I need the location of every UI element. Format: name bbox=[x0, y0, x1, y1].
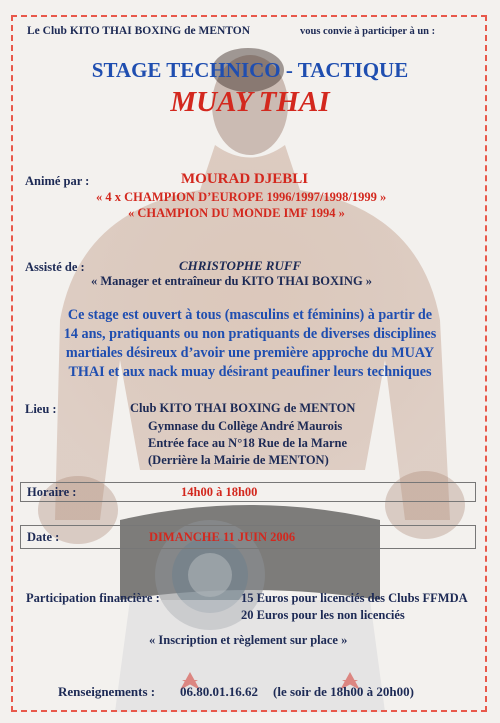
lieu-line-1: Club KITO THAI BOXING de MENTON bbox=[130, 401, 356, 415]
inscription-note: « Inscription et règlement sur place » bbox=[149, 633, 348, 647]
renseignements-label: Renseignements : bbox=[58, 684, 156, 699]
anime-title-monde: « CHAMPION DU MONDE IMF 1994 » bbox=[128, 206, 345, 220]
date-value: DIMANCHE 11 JUIN 2006 bbox=[149, 530, 296, 544]
horaire-label: Horaire : bbox=[27, 485, 77, 499]
title-muay-thai: MUAY THAI bbox=[170, 86, 330, 118]
participation-line-1: 15 Euros pour licenciés des Clubs FFMDA bbox=[241, 591, 468, 605]
anime-title-europe: « 4 x CHAMPION D’EUROPE 1996/1997/1998/1999 » bbox=[96, 190, 387, 204]
description-line-2: 14 ans, pratiquants ou non pratiquants de diverses disciplines bbox=[63, 326, 437, 342]
date-box bbox=[20, 525, 476, 549]
description-line-4: THAI et aux nack muay désirant peaufiner leurs techniques bbox=[68, 364, 432, 380]
lieu-label: Lieu : bbox=[25, 402, 57, 416]
header-club: Le Club KITO THAI BOXING de MENTON bbox=[27, 25, 251, 37]
anime-label: Animé par : bbox=[25, 174, 90, 188]
participation-label: Participation financière : bbox=[26, 591, 160, 605]
header-invite: vous convie à participer à un : bbox=[300, 26, 436, 37]
anime-name: MOURAD DJEBLI bbox=[181, 171, 309, 187]
horaire-box bbox=[20, 482, 476, 502]
lieu-line-3: Entrée face au N°18 Rue de la Marne bbox=[148, 436, 348, 450]
description-line-3: martiales désireux d’avoir une première approche du MUAY bbox=[65, 345, 435, 361]
title-stage: STAGE TECHNICO - TACTIQUE bbox=[91, 58, 409, 82]
participation-line-2: 20 Euros pour les non licenciés bbox=[241, 608, 405, 622]
renseignements-phone: 06.80.01.16.62 bbox=[180, 684, 258, 699]
date-label: Date : bbox=[27, 530, 60, 544]
lieu-line-4: (Derrière la Mairie de MENTON) bbox=[148, 453, 329, 467]
assiste-label: Assisté de : bbox=[25, 260, 85, 274]
horaire-value: 14h00 à 18h00 bbox=[181, 485, 258, 499]
assiste-role: « Manager et entraîneur du KITO THAI BOXING » bbox=[91, 274, 373, 288]
assiste-name: CHRISTOPHE RUFF bbox=[179, 258, 302, 273]
description-line-1: Ce stage est ouvert à tous (masculins et féminins) à partir de bbox=[67, 307, 433, 323]
lieu-line-2: Gymnase du Collège André Maurois bbox=[148, 419, 343, 433]
renseignements-hours: (le soir de 18h00 à 20h00) bbox=[273, 684, 414, 699]
